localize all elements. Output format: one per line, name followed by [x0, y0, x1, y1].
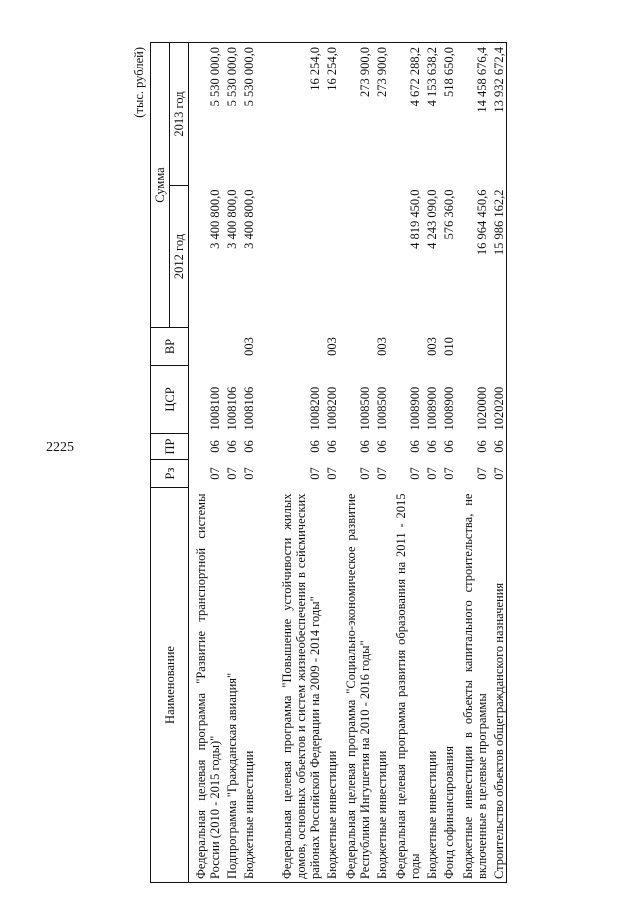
- row-name: Федеральная целевая программа "Социально-экономическое развитие Республики Ингушетия на 2010 - 2016 годы": [339, 488, 372, 883]
- row-2012: 4 819 450,0: [408, 189, 422, 249]
- row-2012: 3 400 800,0: [242, 189, 256, 249]
- row-2012: 16 964 450,6: [475, 189, 489, 256]
- table-row: [339, 43, 372, 883]
- row-pr: 06: [375, 440, 389, 453]
- table-row: [322, 43, 339, 883]
- row-rz: 07: [425, 467, 439, 480]
- row-name: Федеральная целевая программа "Развитие транспортной системы России (2010 - 2015 годы)": [189, 488, 223, 883]
- row-2013: 4 153 638,2: [422, 43, 439, 186]
- row-name: Бюджетные инвестиции: [372, 488, 389, 883]
- header-vr: ВР: [151, 328, 189, 366]
- row-2012: [256, 186, 322, 328]
- row-rz: 07: [242, 467, 256, 480]
- table-row: [372, 43, 389, 883]
- row-rz: 07: [375, 467, 389, 480]
- row-rz: 07: [475, 467, 489, 480]
- row-csr: 1008106: [225, 386, 239, 431]
- rotated-table-sheet: [132, 43, 572, 883]
- row-name: Строительство объектов общегражданского назначения: [489, 488, 507, 883]
- row-vr: [189, 328, 223, 366]
- row-vr: [256, 328, 322, 366]
- row-pr: 06: [225, 440, 239, 453]
- row-vr: [489, 328, 507, 366]
- row-2012: 15 986 162,2: [489, 186, 507, 328]
- row-name: Бюджетные инвестиции: [422, 488, 439, 883]
- row-2012: [339, 186, 372, 328]
- row-2012: 3 400 800,0: [225, 189, 239, 249]
- row-vr: 003: [375, 337, 389, 356]
- row-rz: 07: [442, 467, 456, 480]
- table-row: [222, 43, 239, 883]
- row-2013: 4 672 288,2: [389, 43, 422, 186]
- table-row: [189, 43, 223, 883]
- row-pr: 06: [489, 434, 507, 460]
- row-rz: 07: [358, 467, 372, 480]
- row-2013: 518 650,0: [439, 43, 456, 186]
- row-csr: 1008100: [208, 386, 222, 431]
- row-vr: 003: [325, 337, 339, 356]
- row-vr: 003: [242, 337, 256, 356]
- row-2013: 273 900,0: [339, 43, 372, 186]
- row-rz: 07: [308, 467, 322, 480]
- row-pr: 06: [242, 440, 256, 453]
- row-pr: 06: [425, 440, 439, 453]
- row-vr: [389, 328, 422, 366]
- row-rz: 07: [325, 467, 339, 480]
- page-number: 2225: [46, 440, 74, 455]
- header-csr: ЦСР: [151, 366, 189, 434]
- header-rz: Рз: [151, 460, 189, 488]
- header-sum: Сумма: [151, 43, 170, 328]
- row-2013: 16 254,0: [322, 43, 339, 186]
- row-2013: 14 458 676,4: [456, 43, 489, 186]
- row-2012: 576 360,0: [442, 189, 456, 240]
- header-2012: 2012 год: [170, 186, 189, 328]
- row-2012: 3 400 800,0: [208, 189, 222, 249]
- row-pr: 06: [358, 440, 372, 453]
- row-2013: 5 530 000,0: [222, 43, 239, 186]
- row-pr: 06: [308, 440, 322, 453]
- row-2012: [322, 186, 339, 328]
- row-pr: 06: [208, 440, 222, 453]
- row-2013: 5 530 000,0: [189, 43, 223, 186]
- row-vr: [339, 328, 372, 366]
- row-pr: 06: [408, 440, 422, 453]
- row-vr: 003: [425, 337, 439, 356]
- row-csr: 1008106: [242, 386, 256, 431]
- row-rz: 07: [489, 460, 507, 488]
- row-rz: 07: [225, 467, 239, 480]
- row-name: Бюджетные инвестиции: [239, 488, 256, 883]
- table-row: [439, 43, 456, 883]
- row-name: Федеральная целевая программа развития образования на 2011 - 2015 годы: [389, 488, 422, 883]
- row-csr: 1008900: [442, 386, 456, 431]
- row-csr: 1008900: [425, 386, 439, 431]
- row-csr: 1008200: [308, 386, 322, 431]
- header-name: Наименование: [151, 488, 189, 883]
- row-csr: 1008200: [325, 386, 339, 431]
- row-name: Федеральная целевая программа "Повышение устойчивости жилых домов, основных объектов и систем жизнеобеспечения в сейсмических районах Российской Федерации на 2009 - 2014 годы": [256, 488, 322, 883]
- row-vr: [456, 328, 489, 366]
- row-pr: 06: [325, 440, 339, 453]
- row-2012: 4 243 090,0: [425, 189, 439, 249]
- row-2013: 5 530 000,0: [239, 43, 256, 186]
- table-row: [239, 43, 256, 883]
- row-name: Бюджетные инвестиции: [322, 488, 339, 883]
- budget-table: [150, 42, 507, 883]
- row-csr: 1008900: [408, 386, 422, 431]
- table-row: [489, 43, 507, 883]
- header-pr: ПР: [151, 434, 189, 460]
- row-csr: 1020000: [475, 386, 489, 431]
- table-row: [389, 43, 422, 883]
- row-csr: 1008500: [358, 386, 372, 431]
- row-2013: 16 254,0: [256, 43, 322, 186]
- row-vr: [222, 328, 239, 366]
- row-csr: 1020200: [489, 366, 507, 434]
- row-name: Бюджетные инвестиции в объекты капитального строительства, не включенные в целевые программы: [456, 488, 489, 883]
- row-pr: 06: [442, 440, 456, 453]
- table-row: [422, 43, 439, 883]
- row-name: Подпрограмма "Гражданская авиация": [222, 488, 239, 883]
- row-2013: 273 900,0: [372, 43, 389, 186]
- table-row: [256, 43, 322, 883]
- row-csr: 1008500: [375, 386, 389, 431]
- row-pr: 06: [475, 440, 489, 453]
- row-rz: 07: [208, 467, 222, 480]
- row-vr: 010: [442, 337, 456, 356]
- table-row: [456, 43, 489, 883]
- row-2013: 13 932 672,4: [489, 43, 507, 186]
- row-name: Фонд софинансирования: [439, 488, 456, 883]
- row-rz: 07: [408, 467, 422, 480]
- header-2013: 2013 год: [170, 43, 189, 186]
- row-2012: [372, 186, 389, 328]
- units-label: (тыс. рублей): [132, 47, 146, 118]
